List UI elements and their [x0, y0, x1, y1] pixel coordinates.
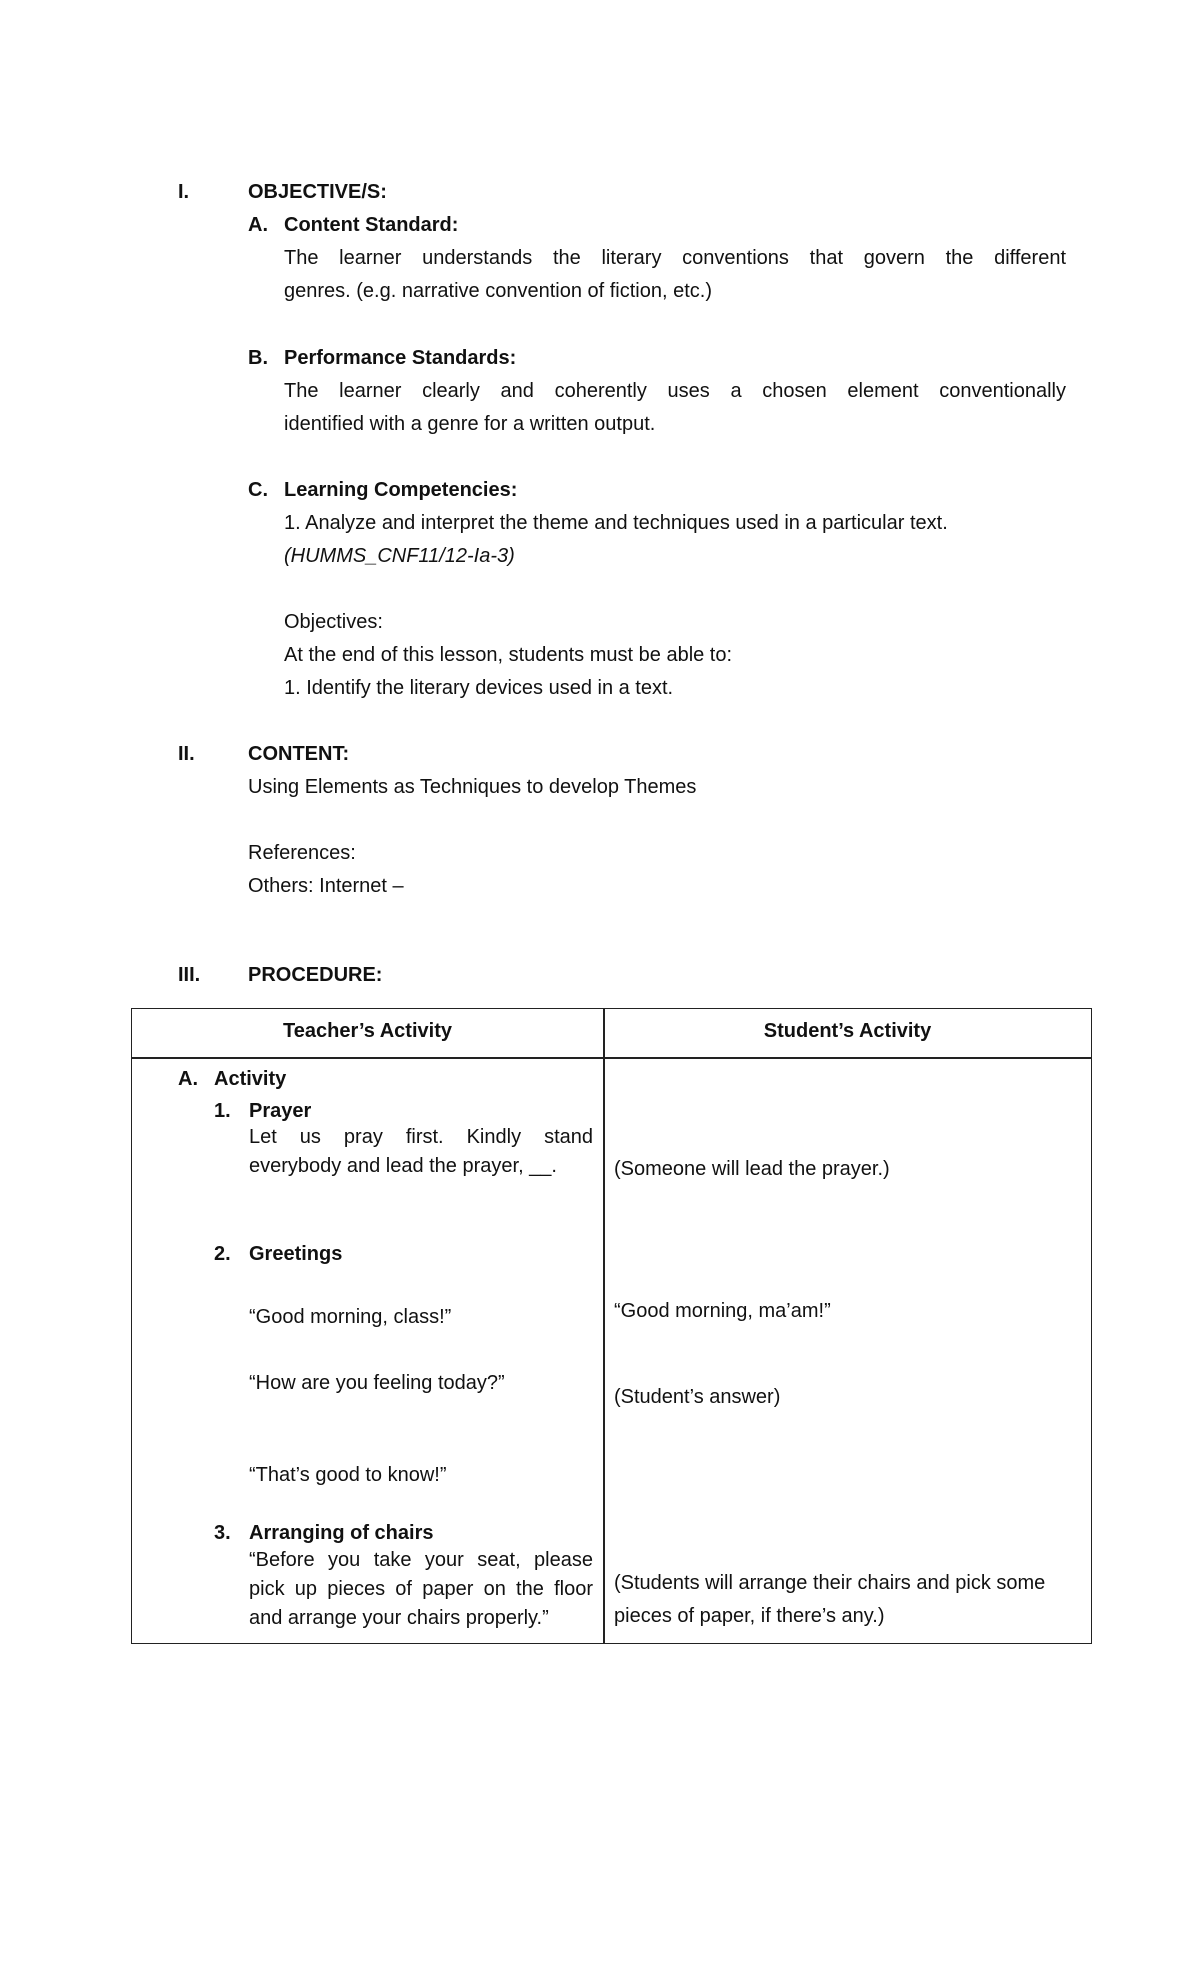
- learning-competency-code: (HUMMS_CNF11/12-Ia-3): [284, 545, 515, 567]
- references-others: Others: Internet –: [248, 875, 404, 897]
- performance-standards-letter: B.: [248, 347, 268, 369]
- prayer-number: 1.: [214, 1100, 231, 1122]
- chairs-teacher-line-2: pick up pieces of paper on the floor: [249, 1578, 593, 1600]
- prayer-teacher-line-2: everybody and lead the prayer, __.: [249, 1155, 557, 1177]
- activity-title: Activity: [214, 1068, 287, 1090]
- greetings-student-2: (Student’s answer): [614, 1386, 781, 1408]
- learning-competencies-letter: C.: [248, 479, 268, 501]
- chairs-student-line-1: (Students will arrange their chairs and pick some: [614, 1572, 1046, 1594]
- section-title-procedure: PROCEDURE:: [248, 964, 383, 986]
- content-standard-title: Content Standard:: [284, 214, 459, 236]
- greetings-teacher-2: “How are you feeling today?”: [249, 1372, 505, 1394]
- activity-letter: A.: [178, 1068, 198, 1090]
- chairs-student-line-2: pieces of paper, if there’s any.): [614, 1605, 885, 1627]
- procedure-table: [131, 1008, 1092, 1644]
- learning-competencies-title: Learning Competencies:: [284, 479, 518, 501]
- content-standard-line-1: The learner understands the literary conventions that govern the different: [284, 247, 1066, 269]
- teacher-activity-header: Teacher’s Activity: [283, 1020, 452, 1042]
- performance-standards-title: Performance Standards:: [284, 347, 517, 369]
- section-numeral-procedure: III.: [178, 964, 201, 986]
- chairs-student-text: [614, 1567, 1084, 1633]
- prayer-teacher-line-1: Let us pray first. Kindly stand: [249, 1126, 593, 1148]
- objectives-intro: At the end of this lesson, students must be able to:: [284, 644, 733, 666]
- chairs-teacher-line-1: “Before you take your seat, please: [249, 1549, 593, 1571]
- section-numeral-objectives: I.: [178, 181, 190, 203]
- learning-competency-item: 1. Analyze and interpret the theme and techniques used in a particular text.: [284, 512, 948, 534]
- prayer-title: Prayer: [249, 1100, 312, 1122]
- content-standard-text: [284, 242, 1066, 308]
- student-activity-header: Student’s Activity: [763, 1020, 932, 1042]
- chairs-teacher-text: [249, 1546, 593, 1633]
- performance-standards-line-2: identified with a genre for a written output.: [284, 413, 656, 435]
- greetings-teacher-3: “That’s good to know!”: [249, 1464, 447, 1486]
- objectives-label: Objectives:: [284, 611, 383, 633]
- references-label: References:: [248, 842, 356, 864]
- greetings-teacher-1: “Good morning, class!”: [249, 1306, 452, 1328]
- prayer-teacher-text: [249, 1123, 593, 1181]
- chairs-number: 3.: [214, 1522, 231, 1544]
- prayer-student-text: (Someone will lead the prayer.): [614, 1158, 890, 1180]
- objectives-item: 1. Identify the literary devices used in a text.: [284, 677, 674, 699]
- content-topic: Using Elements as Techniques to develop Themes: [248, 776, 697, 798]
- greetings-title: Greetings: [249, 1243, 343, 1265]
- performance-standards-text: [284, 375, 1066, 441]
- content-standard-line-2: genres. (e.g. narrative convention of fiction, etc.): [284, 280, 712, 302]
- performance-standards-line-1: The learner clearly and coherently uses a chosen element conventionally: [284, 380, 1066, 402]
- chairs-title: Arranging of chairs: [249, 1522, 434, 1544]
- table-column-divider: [603, 1009, 605, 1643]
- content-standard-letter: A.: [248, 214, 268, 236]
- section-numeral-content: II.: [178, 743, 195, 765]
- greetings-number: 2.: [214, 1243, 231, 1265]
- section-title-objectives: OBJECTIVE/S:: [248, 181, 387, 203]
- chairs-teacher-line-3: and arrange your chairs properly.”: [249, 1607, 549, 1629]
- greetings-student-1: “Good morning, ma’am!”: [614, 1300, 831, 1322]
- section-title-content: CONTENT:: [248, 743, 350, 765]
- table-header-divider: [132, 1057, 1091, 1059]
